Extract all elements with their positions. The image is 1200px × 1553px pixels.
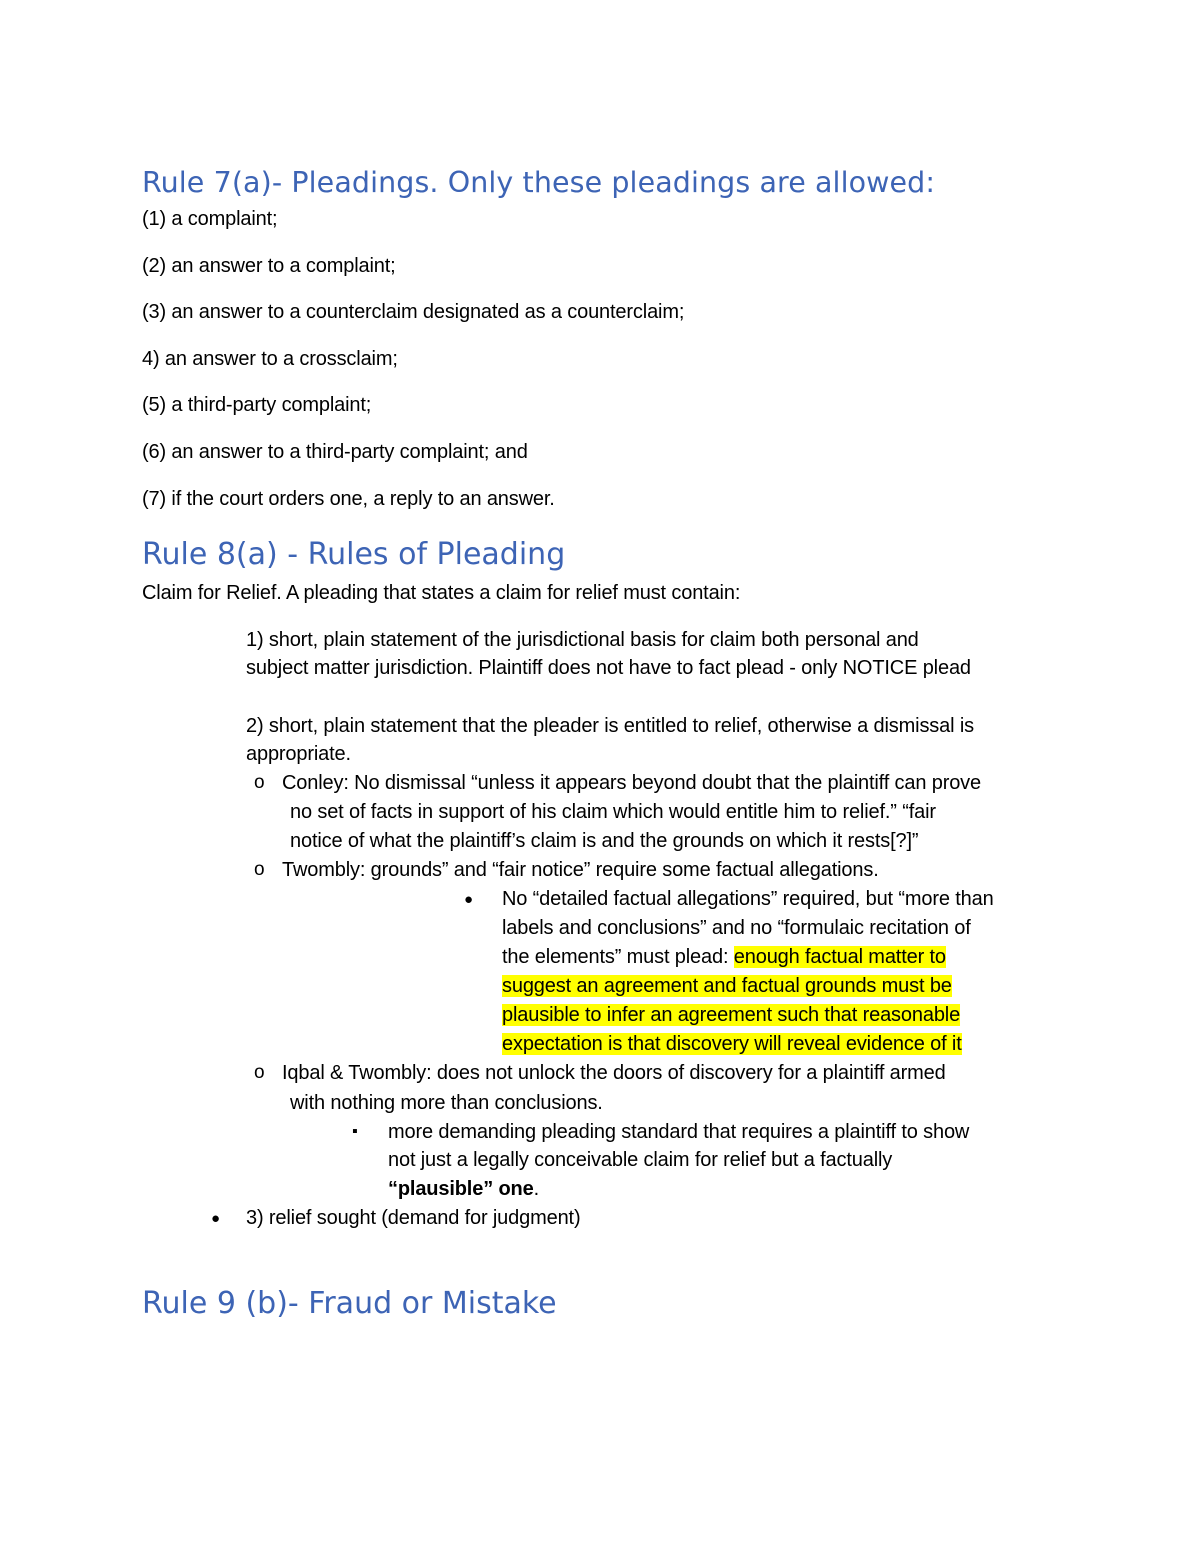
rule7-item-5: (5) a third-party complaint; [142, 394, 372, 416]
iqbal-sub-line3 [388, 1175, 539, 1204]
highlighted-text: expectation is that discovery will reveal evidence of it [502, 1033, 962, 1055]
twombly-sub-line5 [502, 1001, 960, 1030]
circle-bullet-icon: o [254, 772, 265, 793]
conley-line3: notice of what the plaintiff’s claim is and the grounds on which it rests[?]” [290, 830, 919, 852]
rule8-point2-line2: appropriate. [246, 743, 351, 765]
rule9-heading: Rule 9 (b)- Fraud or Mistake [142, 1286, 557, 1321]
round-bullet-icon: ● [211, 1210, 221, 1227]
square-bullet-icon: ▪ [352, 1123, 358, 1140]
twombly-sub-line3 [502, 943, 946, 972]
rule7-item-4: 4) an answer to a crossclaim; [142, 348, 398, 370]
twombly-sub-line2: labels and conclusions” and no “formulaic recitation of [502, 917, 971, 939]
rule8-point2-line1: 2) short, plain statement that the pleader is entitled to relief, otherwise a dismissal is [246, 715, 974, 737]
rule7-heading: Rule 7(a)- Pleadings. Only these pleadings are allowed: [142, 166, 936, 199]
rule7-item-3: (3) an answer to a counterclaim designated as a counterclaim; [142, 301, 685, 323]
rule8-intro: Claim for Relief. A pleading that states a claim for relief must contain: [142, 582, 741, 604]
highlighted-text: suggest an agreement and factual grounds must be [502, 975, 952, 997]
rule8-point1-line1: 1) short, plain statement of the jurisdictional basis for claim both personal and [246, 629, 919, 651]
twombly-line: Twombly: grounds” and “fair notice” require some factual allegations. [282, 859, 879, 881]
twombly-sub-line6 [502, 1030, 962, 1059]
rule7-item-6: (6) an answer to a third-party complaint; and [142, 441, 528, 463]
iqbal-line1: Iqbal & Twombly: does not unlock the doors of discovery for a plaintiff armed [282, 1062, 946, 1084]
rule8-point1-line2: subject matter jurisdiction. Plaintiff does not have to fact plead - only NOTICE plead [246, 657, 971, 679]
highlighted-text: plausible to infer an agreement such that reasonable [502, 1004, 961, 1026]
highlighted-text: enough factual matter to [733, 946, 946, 968]
twombly-sub-line3-plain: the elements” must plead: [502, 946, 734, 968]
round-bullet-icon: ● [464, 891, 474, 908]
rule7-item-1: (1) a complaint; [142, 208, 278, 230]
conley-line2: no set of facts in support of his claim which would entitle him to relief.” “fair [290, 801, 936, 823]
rule8-heading: Rule 8(a) - Rules of Pleading [142, 537, 566, 572]
twombly-sub-line4 [502, 972, 952, 1001]
iqbal-line2: with nothing more than conclusions. [290, 1092, 603, 1114]
iqbal-sub-line1: more demanding pleading standard that requires a plaintiff to show [388, 1121, 970, 1143]
circle-bullet-icon: o [254, 1062, 265, 1083]
twombly-sub-line1: No “detailed factual allegations” required, but “more than [502, 888, 994, 910]
circle-bullet-icon: o [254, 859, 265, 880]
rule7-item-2: (2) an answer to a complaint; [142, 255, 396, 277]
rule7-item-7: (7) if the court orders one, a reply to an answer. [142, 488, 555, 510]
bold-text: “plausible” one [388, 1178, 534, 1200]
iqbal-sub-line3-end: . [533, 1178, 539, 1200]
iqbal-sub-line2: not just a legally conceivable claim for relief but a factually [388, 1149, 893, 1171]
conley-line1: Conley: No dismissal “unless it appears beyond doubt that the plaintiff can prove [282, 772, 982, 794]
rule8-point3: 3) relief sought (demand for judgment) [246, 1207, 581, 1229]
